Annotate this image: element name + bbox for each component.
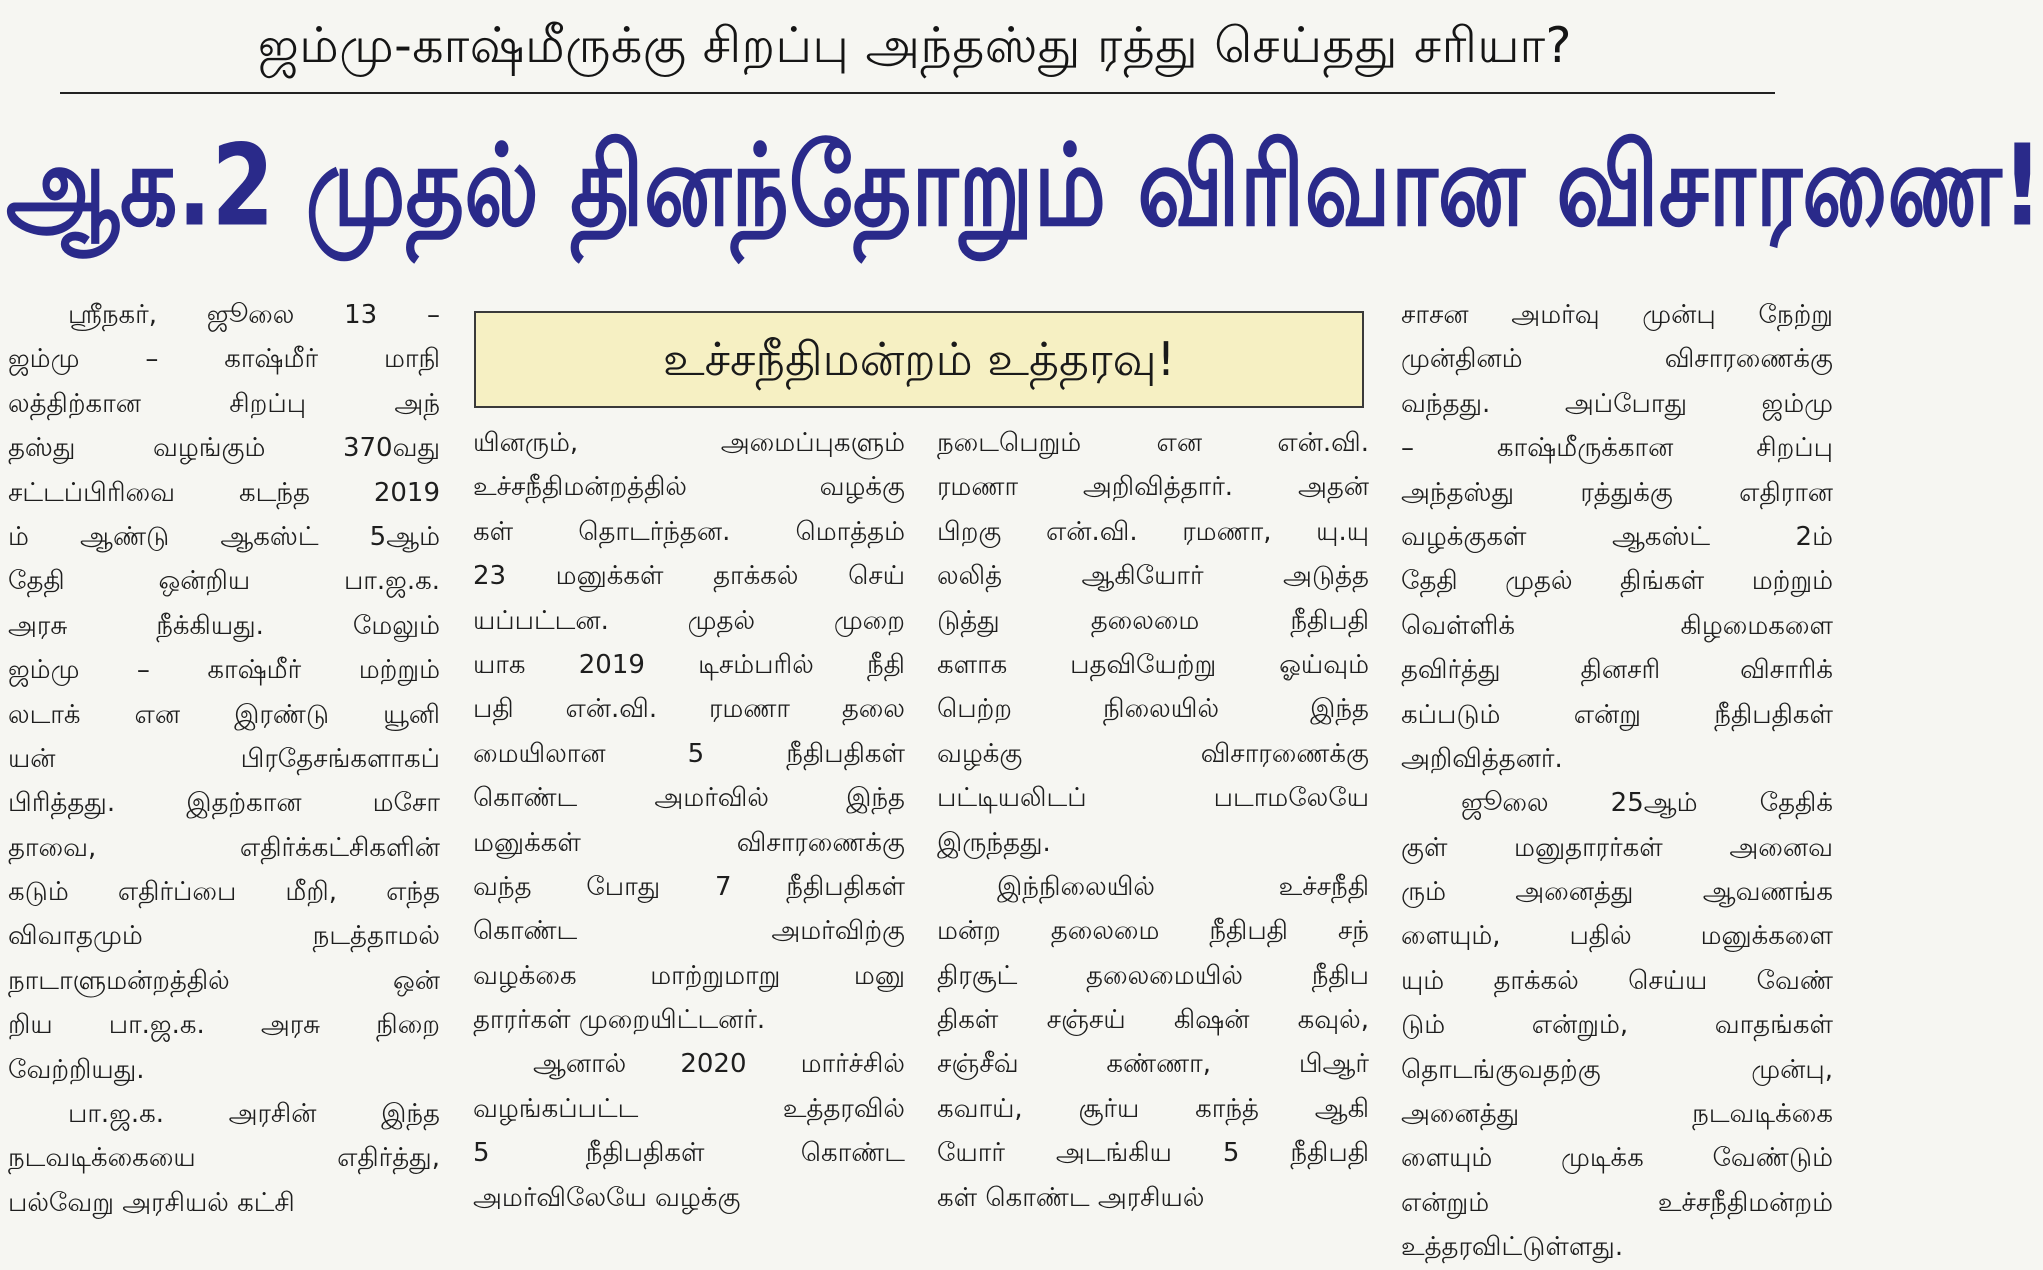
body-text-line: நடைபெறும் என என்.வி.	[937, 428, 1369, 458]
body-text-line: அந்தஸ்து ரத்துக்கு எதிரான	[1401, 477, 1833, 508]
body-text-line: யினரும், அமைப்புகளும்	[473, 428, 905, 458]
body-text-line: 23 மனுக்கள் தாக்கல் செய்	[473, 561, 905, 592]
body-text-line: சாசன அமர்வு முன்பு நேற்று	[1401, 300, 1833, 330]
body-text-line: வழக்கு விசாரணைக்கு	[937, 738, 1369, 769]
body-text-line: என்றும் உச்சநீதிமன்றம்	[1401, 1187, 1833, 1218]
body-text-line: – காஷ்மீருக்கான சிறப்பு	[1401, 433, 1833, 464]
body-text-line: யன் பிரதேசங்களாகப்	[8, 743, 440, 774]
body-text-line: திரசூட் தலைமையில் நீதிப	[937, 960, 1369, 991]
body-text-line: அனைத்து நடவடிக்கை	[1401, 1099, 1833, 1130]
body-text-line: வேற்றியது.	[8, 1054, 145, 1085]
body-text-line: கள் தொடர்ந்தன. மொத்தம்	[473, 516, 905, 547]
body-text-line: தஸ்து வழங்கும் 370வது	[8, 433, 440, 464]
body-text-line: ஆனால் 2020 மார்ச்சில்	[533, 1049, 905, 1080]
body-text-line: பல்வேறு அரசியல் கட்சி	[8, 1187, 295, 1218]
body-text-line: வழங்கப்பட்ட உத்தரவில்	[473, 1093, 905, 1124]
body-text-line: யோர் அடங்கிய 5 நீதிபதி	[937, 1138, 1369, 1169]
body-text-line: மையிலான 5 நீதிபதிகள்	[473, 738, 905, 769]
body-text-line: லலித் ஆகியோர் அடுத்த	[937, 561, 1369, 592]
body-text-line: 5 நீதிபதிகள் கொண்ட	[473, 1138, 905, 1169]
body-text-line: கடும் எதிர்ப்பை மீறி, எந்த	[8, 877, 440, 908]
body-text-line: பா.ஜ.க. அரசின் இந்த	[68, 1099, 440, 1130]
body-text-line: களாக பதவியேற்று ஓய்வும்	[937, 649, 1369, 680]
body-text-line: முன்தினம் விசாரணைக்கு	[1401, 344, 1833, 375]
body-text-line: கொண்ட அமர்விற்கு	[473, 916, 905, 947]
body-text-line: யும் தாக்கல் செய்ய வேண்	[1401, 965, 1833, 996]
body-text-line: மனுக்கள் விசாரணைக்கு	[473, 827, 905, 858]
body-text-line: வழக்குகள் ஆகஸ்ட் 2ம்	[1401, 521, 1833, 552]
body-text-line: கப்படும் என்று நீதிபதிகள்	[1401, 699, 1833, 730]
body-text-line: உத்தரவிட்டுள்ளது.	[1401, 1232, 1624, 1263]
body-text-line: அறிவித்தனர்.	[1401, 743, 1563, 774]
body-text-line: ரமணா அறிவித்தார். அதன்	[937, 472, 1369, 503]
body-text-line: கவாய், சூர்ய காந்த் ஆகி	[937, 1093, 1369, 1124]
text-column-3	[937, 421, 1369, 1220]
body-text-line: ஜம்மு – காஷ்மீர் மற்றும்	[8, 655, 440, 686]
body-text-line: வழக்கை மாற்றுமாறு மனு	[473, 960, 905, 991]
body-text-line: ஸ்ரீநகர், ஜூலை 13 –	[68, 300, 440, 330]
body-text-line: வெள்ளிக் கிழமைகளை	[1401, 610, 1833, 641]
text-column-2	[473, 421, 905, 1220]
body-text-line: டும் என்றும், வாதங்கள்	[1401, 1010, 1833, 1041]
body-text-line: ளையும் முடிக்க வேண்டும்	[1401, 1143, 1833, 1174]
body-text-line: பிறகு என்.வி. ரமணா, யு.யு	[937, 516, 1369, 547]
text-column-1	[8, 293, 440, 1225]
body-text-line: லத்திற்கான சிறப்பு அந்	[8, 388, 440, 419]
body-text-line: மன்ற தலைமை நீதிபதி சந்	[937, 916, 1369, 947]
body-text-line: பதி என்.வி. ரமணா தலை	[473, 694, 905, 725]
body-text-line: ரும் அனைத்து ஆவணங்க	[1401, 877, 1833, 908]
body-text-line: யப்பட்டன. முதல் முறை	[473, 605, 905, 636]
subheadline-box: உச்சநீதிமன்றம் உத்தரவு!	[474, 311, 1364, 408]
body-text-line: அமர்விலேயே வழக்கு	[473, 1182, 741, 1213]
body-text-line: தொடங்குவதற்கு முன்பு,	[1401, 1054, 1833, 1085]
body-text-line: தேதி முதல் திங்கள் மற்றும்	[1401, 566, 1833, 597]
body-text-line: சஞ்சீவ் கண்ணா, பிஆர்	[937, 1049, 1369, 1080]
body-text-line: பெற்ற நிலையில் இந்த	[937, 694, 1369, 725]
body-text-line: ளையும், பதில் மனுக்களை	[1401, 921, 1833, 952]
body-text-line: ஜூலை 25ஆம் தேதிக்	[1461, 788, 1833, 819]
body-text-line: தாரர்கள் முறையிட்டனர்.	[473, 1005, 766, 1036]
body-text-line: டுத்து தலைமை நீதிபதி	[937, 605, 1369, 636]
body-text-line: கொண்ட அமர்வில் இந்த	[473, 783, 905, 814]
body-text-line: சட்டப்பிரிவை கடந்த 2019	[8, 477, 440, 508]
article-headline: ஆக.2 முதல் தினந்தோறும் விரிவான விசாரணை!	[6, 120, 2043, 252]
body-text-line: நாடாளுமன்றத்தில் ஒன்	[8, 965, 440, 996]
body-text-line: தாவை, எதிர்க்கட்சிகளின்	[8, 832, 440, 863]
body-text-line: யாக 2019 டிசம்பரில் நீதி	[473, 649, 905, 680]
body-text-line: அரசு நீக்கியது. மேலும்	[8, 610, 440, 641]
body-text-line: திகள் சஞ்சய் கிஷன் கவுல்,	[937, 1005, 1369, 1036]
article-kicker: ஜம்மு-காஷ்மீருக்கு சிறப்பு அந்தஸ்து ரத்து செய்தது சரியா?	[257, 17, 1573, 74]
body-text-line: தேதி ஒன்றிய பா.ஜ.க.	[8, 566, 440, 597]
body-text-line: இந்நிலையில் உச்சநீதி	[997, 871, 1369, 902]
body-text-line: விவாதமும் நடத்தாமல்	[8, 921, 440, 952]
text-column-4	[1401, 293, 1833, 1270]
body-text-line: பட்டியலிடப் படாமலேயே	[937, 783, 1369, 814]
body-text-line: ஜம்மு – காஷ்மீர் மாநி	[8, 344, 440, 375]
body-text-line: லடாக் என இரண்டு யூனி	[8, 699, 440, 730]
body-text-line: உச்சநீதிமன்றத்தில் வழக்கு	[473, 472, 905, 503]
body-text-line: ம் ஆண்டு ஆகஸ்ட் 5ஆம்	[8, 521, 440, 552]
body-text-line: குள் மனுதாரர்கள் அனைவ	[1401, 832, 1833, 863]
body-text-line: றிய பா.ஜ.க. அரசு நிறை	[8, 1010, 440, 1041]
body-text-line: தவிர்த்து தினசரி விசாரிக்	[1401, 655, 1833, 686]
body-text-line: கள் கொண்ட அரசியல்	[937, 1182, 1205, 1213]
body-text-line: வந்தது. அப்போது ஜம்மு	[1401, 388, 1833, 419]
body-text-line: வந்த போது 7 நீதிபதிகள்	[473, 871, 905, 902]
body-text-line: பிரித்தது. இதற்கான மசோ	[8, 788, 440, 819]
body-text-line: இருந்தது.	[937, 827, 1051, 858]
body-text-line: நடவடிக்கையை எதிர்த்து,	[8, 1143, 440, 1174]
